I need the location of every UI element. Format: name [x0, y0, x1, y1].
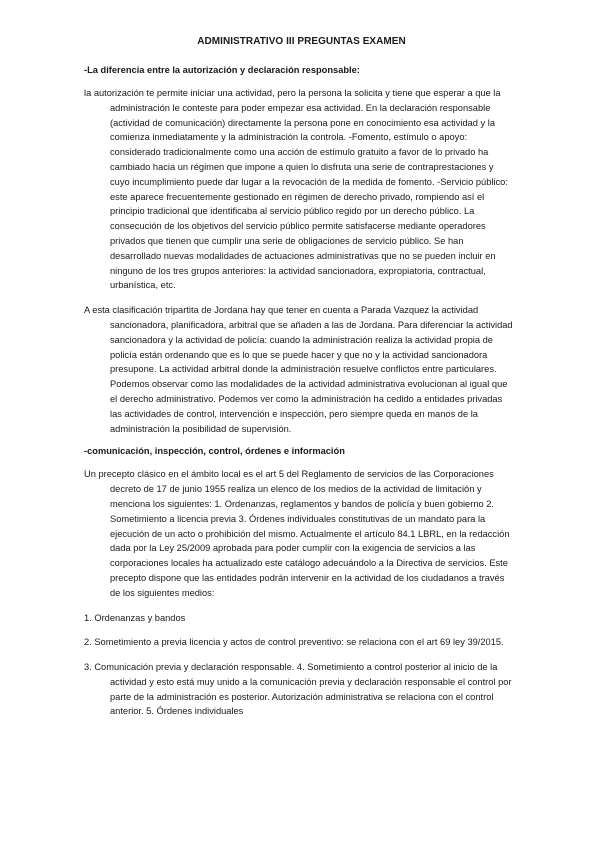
document-title: ADMINISTRATIVO III PREGUNTAS EXAMEN: [197, 36, 406, 47]
section-heading-comunicacion: -comunicación, inspección, control, órdenes e información: [84, 446, 345, 457]
paragraph: A esta clasificación tripartita de Jordana hay que tener en cuenta a Parada Vazquez la actividad sancionadora, planificadora, arbitral que se añaden a las de Jordana. Para diferenciar la actividad sancionadora y la actividad de policía: cuando la administración realiza la actividad propia de policía están ordenando que es lo que se puede hacer y que no y la actividad sancionadora presupone. La actividad arbitral donde la administración resuelve conflictos entre particulares. Podemos observar como las modalidades de la actividad administrativa evolucionan al igual que el derecho administrativo. Podemos ver como la administración ha cedido a entidades privadas las actividades de control, intervención e inspección, pero siempre queda en manos de la administración la posibilidad de supervisión.: [84, 305, 513, 434]
list-item: 3. Comunicación previa y declaración responsable. 4. Sometimiento a control posterior al inicio de la actividad y esto está muy unido a la comunicación previa y declaración responsable el control por parte de la administración es posterior. Autorización administrativa se relaciona con el control anterior. 5. Órdenes individuales: [84, 662, 512, 717]
list-item: 1. Ordenanzas y bandos: [84, 612, 186, 623]
list-item: 2. Sometimiento a previa licencia y actos de control preventivo: se relaciona con el art 69 ley 39/2015.: [84, 637, 504, 648]
paragraph: la autorización te permite iniciar una actividad, pero la persona la solicita y tiene que esperar a que la administración le conteste para poder empezar esa actividad. En la declaración responsable (actividad de comunicación) directamente la persona pone en conocimiento esa actividad y la comienza inmediatamente y la administración la controla. -Fomento, estímulo o apoyo: considerado tradicionalmente como una acción de estímulo gratuito a favor de lo privado ha cambiado hacia un régimen que impone a quien lo disfruta una serie de contraprestaciones y cuyo incumplimiento puede dar lugar a la revocación de la medida de fomento. -Servicio público: este aparece frecuentemente gestionado en régimen de derecho privado, rompiendo así el principio tradicional que identificaba al servicio público regido por un derecho público. La consecución de los objetivos del servicio público permite satisfacerse mediante operadores privados que tienen que cumplir una serie de obligaciones de servicio público. Se han desarrollado nuevas modalidades de actuaciones administrativas que no se pueden incluir en ninguno de los tres grupos anteriores: la actividad sancionadora, expropiatoria, contractual, urbanística, etc.: [84, 88, 508, 291]
section-heading-autorizacion: -La diferencia entre la autorización y declaración responsable:: [84, 65, 360, 75]
paragraph: Un precepto clásico en el ámbito local es el art 5 del Reglamento de servicios de las Corporaciones decreto de 17 de junio 1955 realiza un elenco de los medios de la actividad de limitación y menciona los siguientes: 1. Ordenanzas, reglamentos y bandos de policía y buen gobierno 2. Sometimiento a licencia previa 3. Órdenes individuales constitutivas de un mandato para la ejecución de un acto o prohibición del mismo. Actualmente el artículo 84.1 LBRL, en la redacción dada por la Ley 25/2009 aprobada para poder cumplir con la exigencia de servicios a las corporaciones locales ha actualizado este catálogo adecuándolo a la Directiva de servicios. Este precepto dispone que las entidades podrán intervenir en la actividad de los ciudadanos a través de los siguientes medios:: [84, 469, 510, 598]
